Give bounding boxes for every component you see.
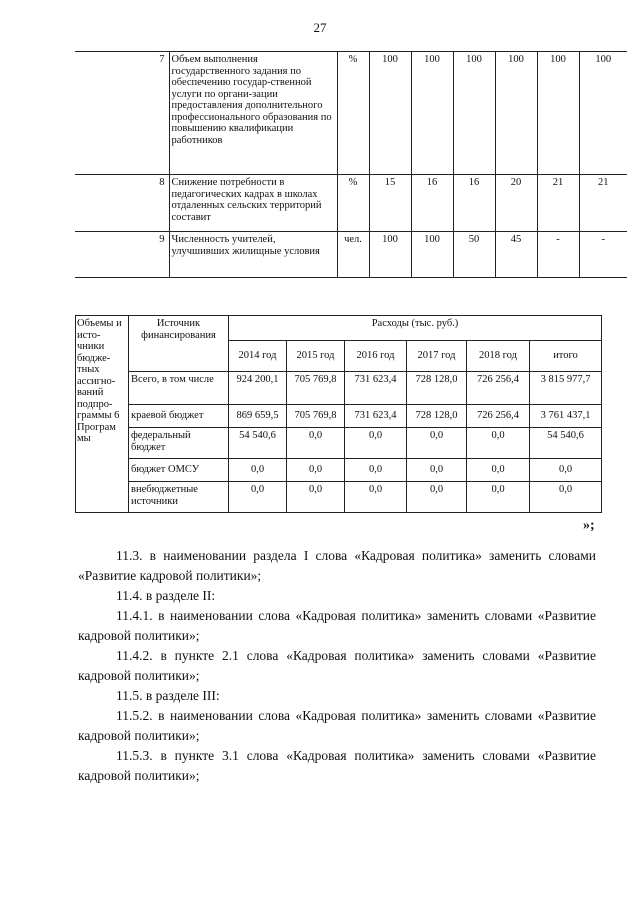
finance-source: Всего, в том числе — [129, 372, 229, 405]
indicator-row — [75, 232, 627, 278]
expenses-header: Расходы (тыс. руб.) — [229, 316, 602, 341]
indicator-unit: чел. — [337, 232, 369, 278]
indicator-unit: % — [337, 175, 369, 232]
finance-value: 705 769,8 — [287, 372, 345, 405]
finance-value: 726 256,4 — [467, 372, 530, 405]
year-header: 2015 год — [287, 341, 345, 372]
indicator-value: 100 — [537, 52, 579, 175]
indicator-value: - — [537, 232, 579, 278]
finance-value: 0,0 — [345, 428, 407, 459]
finance-value: 0,0 — [467, 428, 530, 459]
paragraph-11-4-2: 11.4.2. в пункте 2.1 слова «Кадровая политика» заменить словами «Развитие кадровой политики»; — [78, 648, 596, 683]
finance-value: 0,0 — [530, 482, 602, 513]
indicator-number: 8 — [75, 175, 169, 232]
finance-value: 0,0 — [530, 459, 602, 482]
paragraph-11-4-1: 11.4.1. в наименовании слова «Кадровая политика» заменить словами «Развитие кадровой политики»; — [78, 608, 596, 643]
indicator-value: 20 — [495, 175, 537, 232]
year-header: 2016 год — [345, 341, 407, 372]
finance-value: 726 256,4 — [467, 405, 530, 428]
finance-header-row — [76, 316, 602, 341]
indicator-value: 100 — [579, 52, 627, 175]
finance-value: 3 815 977,7 — [530, 372, 602, 405]
indicator-value: 100 — [411, 232, 453, 278]
paragraph-11-4: 11.4. в разделе II: — [116, 588, 216, 603]
finance-value: 731 623,4 — [345, 372, 407, 405]
finance-row — [76, 428, 602, 459]
page-number: 27 — [313, 20, 327, 35]
indicator-name: Численность учителей, улучшивших жилищные условия — [169, 232, 337, 278]
finance-value: 54 540,6 — [229, 428, 287, 459]
indicator-value: 100 — [453, 52, 495, 175]
indicator-row — [75, 52, 627, 175]
year-header: итого — [530, 341, 602, 372]
indicator-unit: % — [337, 52, 369, 175]
indicator-value: 100 — [369, 232, 411, 278]
finance-value: 728 128,0 — [407, 372, 467, 405]
finance-value: 0,0 — [345, 459, 407, 482]
finance-value: 0,0 — [229, 459, 287, 482]
finance-source: внебюджетные источники — [129, 482, 229, 513]
year-header: 2017 год — [407, 341, 467, 372]
finance-value: 0,0 — [229, 482, 287, 513]
finance-value: 0,0 — [287, 428, 345, 459]
year-header: 2018 год — [467, 341, 530, 372]
indicator-value: 100 — [411, 52, 453, 175]
paragraph-11-3: 11.3. в наименовании раздела I слова «Кадровая политика» заменить словами «Развитие кадровой политики»; — [78, 548, 596, 583]
finance-value: 705 769,8 — [287, 405, 345, 428]
finance-value: 0,0 — [467, 482, 530, 513]
finance-row — [76, 459, 602, 482]
finance-value: 0,0 — [407, 428, 467, 459]
finance-source: федеральный бюджет — [129, 428, 229, 459]
finance-value: 728 128,0 — [407, 405, 467, 428]
indicator-value: 16 — [453, 175, 495, 232]
paragraph-11-5-3: 11.5.3. в пункте 3.1 слова «Кадровая политика» заменить словами «Развитие кадровой политики»; — [78, 748, 596, 783]
finance-value: 0,0 — [345, 482, 407, 513]
indicator-value: 100 — [369, 52, 411, 175]
finance-left-label: Объемы и исто-чники бюдже-тных ассигно-ваний подпро-граммы 6 Програм мы — [76, 316, 129, 513]
indicator-value: 50 — [453, 232, 495, 278]
indicator-name: Снижение потребности в педагогических кадрах в школах отдаленных сельских территорий составит — [169, 175, 337, 232]
finance-value: 3 761 437,1 — [530, 405, 602, 428]
closing-quote: »; — [583, 518, 595, 533]
indicator-name: Объем выполнения государственного задания по обеспечению государ-ственной услуги по органи-зации предоставления дополнительного профессионального образования по повышению квалификации работников — [169, 52, 337, 175]
finance-value: 0,0 — [407, 459, 467, 482]
paragraph-11-5-2: 11.5.2. в наименовании слова «Кадровая политика» заменить словами «Развитие кадровой политики»; — [78, 708, 596, 743]
finance-source: краевой бюджет — [129, 405, 229, 428]
indicators-table — [75, 51, 627, 278]
indicator-number: 7 — [75, 52, 169, 175]
indicator-row — [75, 175, 627, 232]
finance-value: 924 200,1 — [229, 372, 287, 405]
finance-value: 0,0 — [287, 482, 345, 513]
finance-value: 731 623,4 — [345, 405, 407, 428]
indicator-value: 21 — [537, 175, 579, 232]
indicator-value: 45 — [495, 232, 537, 278]
indicator-number: 9 — [75, 232, 169, 278]
finance-row — [76, 405, 602, 428]
indicator-value: 16 — [411, 175, 453, 232]
finance-value: 0,0 — [407, 482, 467, 513]
finance-value: 54 540,6 — [530, 428, 602, 459]
indicator-value: - — [579, 232, 627, 278]
paragraph-11-5: 11.5. в разделе III: — [116, 688, 220, 703]
finance-row — [76, 482, 602, 513]
year-header: 2014 год — [229, 341, 287, 372]
finance-value: 869 659,5 — [229, 405, 287, 428]
source-header: Источник финансирования — [129, 316, 229, 372]
finance-value: 0,0 — [287, 459, 345, 482]
indicator-value: 15 — [369, 175, 411, 232]
indicator-value: 21 — [579, 175, 627, 232]
finance-row — [76, 372, 602, 405]
finance-source: бюджет ОМСУ — [129, 459, 229, 482]
indicator-value: 100 — [495, 52, 537, 175]
finance-value: 0,0 — [467, 459, 530, 482]
finance-table — [75, 315, 602, 513]
